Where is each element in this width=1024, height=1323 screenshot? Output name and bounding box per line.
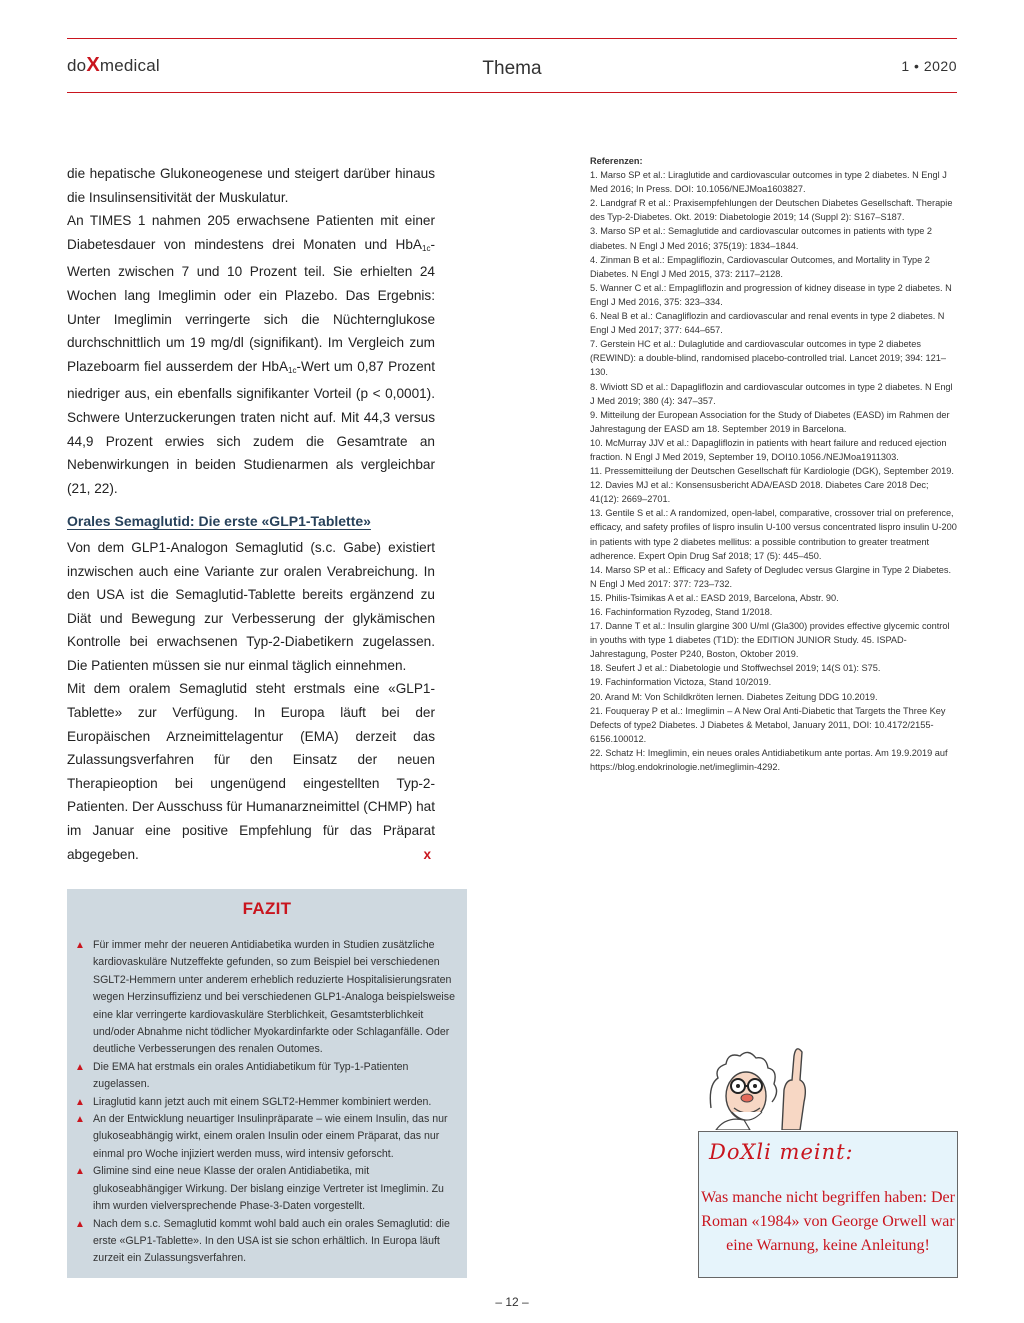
triangle-bullet-icon: ▲	[75, 1166, 85, 1178]
doxli-title: DoXli meint:	[709, 1140, 854, 1164]
reference-item: 16. Fachinformation Ryzodeg, Stand 1/2018.	[590, 607, 773, 617]
header-rule-bottom	[67, 92, 957, 93]
article-column	[67, 162, 435, 866]
references-title: Referenzen:	[590, 156, 643, 166]
reference-item: 22. Schatz H: Imeglimin, ein neues orales Antidiabetikum ante portas. Am 19.9.2019 auf https://blog.endokrinologie.net/imeglimin-4292.	[590, 747, 948, 773]
issue-number: 1 • 2020	[901, 58, 957, 74]
doxmedical-logo: doXmedical	[67, 54, 160, 76]
reference-item: 5. Wanner C et al.: Empagliflozin and progression of kidney disease in type 2 diabetes. N Engl J Med 2016, 375: 323–334.	[590, 282, 952, 307]
reference-item: 3. Marso SP et al.: Semaglutide and cardiovascular outcomes in patients with type 2 diabetes. N Engl J Med 2016; 375(19): 1834–1844.	[590, 226, 932, 251]
reference-item: 6. Neal B et al.: Canagliflozin and cardiovascular and renal events in type 2 diabetes. N Engl J Med 2017; 377: 644–657.	[590, 311, 945, 336]
reference-item: 14. Marso SP et al.: Efficacy and Safety of Degludec versus Glargine in Type 2 Diabetes. N Engl J Med 2017: 377: 723–732.	[590, 564, 952, 589]
fazit-item-text: Liraglutid kann jetzt auch mit einem SGLT2-Hemmer kombiniert werden.	[93, 1095, 432, 1108]
reference-item: 1. Marso SP et al.: Liraglutide and cardiovascular outcomes in type 2 diabetes. N Engl J Med 2016; In Press. DOI: 10.1056/NEJMoa1603827.	[590, 170, 947, 195]
triangle-bullet-icon: ▲	[75, 1061, 85, 1073]
reference-item: 10. McMurray JJV et al.: Dapagliflozin in patients with heart failure and reduced ejection fraction. N Engl J Med 2019, September 19, DOI10.1056./NEJMoa1911303.	[590, 437, 947, 462]
doxli-quote-box	[698, 1131, 958, 1278]
fazit-item	[75, 1111, 457, 1163]
page-number: – 12 –	[495, 1295, 529, 1309]
article-subheading: Orales Semaglutid: Die erste «GLP1-Tablette»	[67, 513, 371, 530]
fazit-item	[75, 1163, 457, 1215]
article-paragraph: An TIMES 1 nahmen 205 erwachsene Patienten mit einer Diabetesdauer von mindestens drei Monaten und HbA$_{1c}$-Werten zwischen 7 und 10 Prozent teil. Sie erhielten 24 Wochen lang Imeglimin oder ein Plazebo. Das Ergebnis: Unter Imeglimin verringerte sich die Nüchternglukose durchschnittlich um 19 mg/dl (signifikant). Im Vergleich zum Plazeboarm fiel ausserdem der HbA$_{1c}$-Wert um 0,87 Prozent niedriger aus, ein ebenfalls signifikanter Vorteil (p < 0,0001). Schwere Unterzuckerungen traten nicht auf. Mit 44,3 versus 44,9 Prozent erwies sich zudem die Gesamtrate an Nebenwirkungen in beiden Studienarmen als vergleichbar (21, 22).	[67, 213, 436, 496]
reference-item: 9. Mitteilung der European Association for the Study of Diabetes (EASD) im Rahmen der Jahrestagung der EASD am 18. September 2019 in Barcelona.	[590, 409, 950, 434]
fazit-box	[67, 889, 467, 1278]
references-list	[590, 168, 958, 774]
section-title: Thema	[482, 58, 542, 79]
fazit-item	[75, 1094, 457, 1111]
fazit-item-text: An der Entwicklung neuartiger Insulinpräparate – wie einem Insulin, das nur glukoseabhängig wirkt, einem oralen Insulin oder einem Präparat, das nur einmal pro Woche injiziert werden muss, wird intensiv geforscht.	[93, 1113, 448, 1160]
doxli-text: Was manche nicht begriffen haben: Der Roman «1984» von George Orwell war eine Warnung, keine Anleitung!	[701, 1189, 955, 1254]
fazit-title: FAZIT	[242, 899, 292, 918]
article-paragraph: Mit dem oralem Semaglutid steht erstmals eine «GLP1-Tablette» zur Verfügung. In Europa läuft bei der Europäischen Arzneimittelagentur (EMA) derzeit das Zulassungsverfahren für den Einsatz der neuen Therapieoption bei ungenügend eingestellten Typ-2-Patienten. Der Ausschuss für Humanarzneimittel (CHMP) hat im Januar eine positive Empfehlung für das Präparat abgegeben. x	[67, 677, 435, 866]
fazit-item	[75, 1216, 457, 1268]
reference-item: 2. Landgraf R et al.: Praxisempfehlungen der Deutschen Diabetes Gesellschaft. Therapie des Typ-2-Diabetes. Okt. 2019: Diabetologie 2019; 14 (Suppl 2): S167–S187.	[590, 198, 953, 223]
article-paragraph: die hepatische Glukoneogenese und steigert darüber hinaus die Insulinsensitivität der Muskulatur.	[67, 166, 435, 205]
doxli-doctor-illustration	[696, 1030, 836, 1130]
reference-item: 17. Danne T et al.: Insulin glargine 300 U/ml (Gla300) provides effective glycemic control in youths with type 1 diabetes (T1D): the EDITION JUNIOR Study. 45. ISPAD-Jahrestagung, Poster P240, Boston, Oktober 2019.	[590, 621, 950, 660]
triangle-bullet-icon: ▲	[75, 1096, 85, 1108]
fazit-list	[75, 937, 457, 1268]
reference-item: 15. Philis-Tsimikas A et al.: EASD 2019, Barcelona, Abstr. 90.	[590, 592, 839, 603]
references-section	[590, 154, 958, 774]
reference-item: 20. Arand M: Von Schildkröten lernen. Diabetes Zeitung DDG 10.2019.	[590, 691, 878, 702]
header-rule-top	[67, 38, 957, 39]
fazit-item-text: Nach dem s.c. Semaglutid kommt wohl bald auch ein orales Semaglutid: die erste «GLP1-Tablette». In den USA ist sie schon erhältlich. In Europa läuft zurzeit ein Zulassungsverfahren.	[93, 1217, 450, 1265]
reference-item: 18. Seufert J et al.: Diabetologie und Stoffwechsel 2019; 14(S 01): S75.	[590, 663, 881, 674]
fazit-item-text: Die EMA hat erstmals ein orales Antidiabetikum für Typ-1-Patienten zugelassen.	[93, 1060, 409, 1091]
fazit-item	[75, 937, 457, 1059]
triangle-bullet-icon: ▲	[75, 1218, 85, 1230]
reference-item: 12. Davies MJ et al.: Konsensusbericht ADA/EASD 2018. Diabetes Care 2018 Dec; 41(12): 2669–2701.	[590, 480, 929, 505]
fazit-item-text: Glimine sind eine neue Klasse der oralen Antidiabetika, mit glukoseabhängiger Wirkung. Der bislang einzige Vertreter ist Imeglimin. Zu ihm wurden vielversprechende Phase-3-Daten vorgestellt.	[93, 1165, 444, 1213]
triangle-bullet-icon: ▲	[75, 940, 85, 951]
reference-item: 7. Gerstein HC et al.: Dulaglutide and cardiovascular outcomes in type 2 diabetes (REWIND): a double-blind, randomised placebo-controlled trial. Lancet 2019; 394: 121–130.	[590, 339, 946, 378]
reference-item: 11. Pressemitteilung der Deutschen Gesellschaft für Kardiologie (DGK), September 2019.	[590, 466, 954, 477]
triangle-bullet-icon: ▲	[75, 1114, 85, 1126]
reference-item: 19. Fachinformation Victoza, Stand 10/2019.	[590, 677, 772, 688]
article-paragraph: Von dem GLP1-Analogon Semaglutid (s.c. Gabe) existiert inzwischen auch eine Variante zur oralen Verabreichung. In den USA ist die Semaglutid-Tablette bereits ergänzend zu Diät und Bewegung zur Verbesserung der glykämischen Kontrolle bei erwachsenen Typ-2-Diabetikern zugelassen. Die Patienten müssen sie nur einmal täglich einnehmen.	[67, 539, 435, 673]
reference-item: 13. Gentile S et al.: A randomized, open-label, comparative, crossover trial on preference, efficacy, and safety profiles of lispro insulin U-100 versus concentrated lispro insulin U-200 in patients with type 2 diabetes mellitus: a possible contribution to greater treatment adherence. Expert Opin Drug Saf 2018; 17 (5): 445–450.	[590, 508, 957, 561]
article-end-mark: x	[423, 846, 431, 862]
fazit-item-text: Für immer mehr der neueren Antidiabetika wurden in Studien zusätzliche kardiovaskuläre Nutzeffekte gefunden, so zum Beispiel bei verschiedenen SGLT2-Hemmern unter anderem erheblich reduzierte Hospitalisierungsraten wegen Herzinsuffizienz und bei verschiedenen GLP1-Analoga beispielsweise eine klar verringerte kardiovaskuläre Sterblichkeit, Gesamtsterblichkeit und/oder Abnahme nicht tödlicher Myokardinfarkte oder Schlaganfälle. Oder deutliche Verbesserungen des renalen Outomes.	[93, 939, 455, 1056]
reference-item: 21. Fouqueray P et al.: Imeglimin – A New Oral Anti-Diabetic that Targets the Three Key Defects of type2 Diabetes. J Diabetes & Metabol, January 2011, DOI: 10.4172/2155-6156.100012.	[590, 705, 946, 744]
reference-item: 8. Wiviott SD et al.: Dapagliflozin and cardiovascular outcomes in type 2 diabetes. N Engl J Med 2019; 380 (4): 347–357.	[590, 381, 953, 406]
fazit-item	[75, 1059, 457, 1094]
reference-item: 4. Zinman B et al.: Empagliflozin, Cardiovascular Outcomes, and Mortality in Type 2 Diabetes. N Engl J Med 2015, 373: 2117–2128.	[590, 254, 930, 279]
